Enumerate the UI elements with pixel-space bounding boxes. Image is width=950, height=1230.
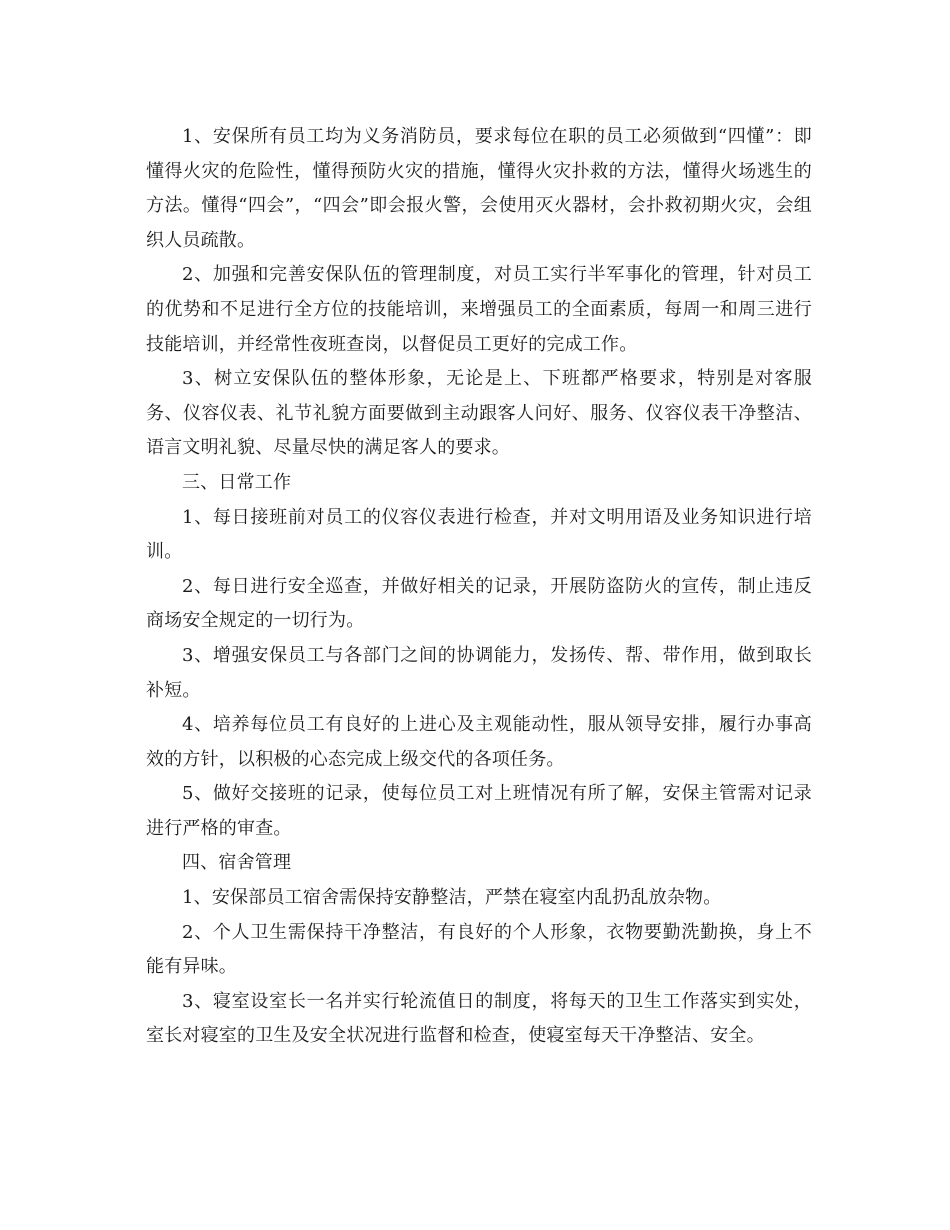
paragraph-team-image: 3、树立安保队伍的整体形象，无论是上、下班都严格要求，特别是对客服务、仪容仪表、礼节礼貌方面要做到主动跟客人问好、服务、仪容仪表干净整洁、语言文明礼貌、尽量尽快的满足客人的要求。 [146, 368, 812, 459]
document-body [146, 120, 812, 1054]
section-heading-daily-work: 三、日常工作 [182, 471, 292, 493]
paragraph-team-management: 2、加强和完善安保队伍的管理制度，对员工实行半军事化的管理，针对员工的优势和不足进行全方位的技能培训，来增强员工的全面素质，每周一和周三进行技能培训，并经常性夜班查岗，以督促员工更好的完成工作。 [146, 264, 812, 355]
paragraph-dorm-quiet: 1、安保部员工宿舍需保持安静整洁，严禁在寝室内乱扔乱放杂物。 [182, 887, 722, 909]
paragraph-initiative: 4、培养每位员工有良好的上进心及主观能动性，服从领导安排，履行办事高效的方针，以积极的心态完成上级交代的各项任务。 [146, 714, 812, 770]
paragraph-coordination: 3、增强安保员工与各部门之间的协调能力，发扬传、帮、带作用，做到取长补短。 [146, 644, 812, 701]
paragraph-fire-safety-training: 1、安保所有员工均为义务消防员，要求每位在职的员工必须做到“四懂”：即懂得火灾的危险性，懂得预防火灾的措施，懂得火灾扑救的方法，懂得火场逃生的方法。懂得“四会”，“四会”即会报火警，会使用灭火器材，会扑救初期火灾，会组织人员疏散。 [146, 126, 812, 251]
paragraph-shift-handover: 5、做好交接班的记录，使每位员工对上班情况有所了解，安保主管需对记录进行严格的审查。 [146, 783, 812, 839]
paragraph-personal-hygiene: 2、个人卫生需保持干净整洁，有良好的个人形象，衣物要勤洗勤换，身上不能有异味。 [146, 921, 812, 978]
paragraph-daily-inspection: 1、每日接班前对员工的仪容仪表进行检查，并对文明用语及业务知识进行培训。 [146, 506, 812, 563]
section-heading-dormitory: 四、宿舍管理 [182, 852, 292, 874]
paragraph-safety-patrol: 2、每日进行安全巡查，并做好相关的记录，开展防盗防火的宣传，制止违反商场安全规定的一切行为。 [146, 575, 812, 632]
paragraph-room-leader: 3、寝室设室长一名并实行轮流值日的制度，将每天的卫生工作落实到实处，室长对寝室的卫生及安全状况进行监督和检查，使寝室每天干净整洁、安全。 [146, 990, 812, 1047]
